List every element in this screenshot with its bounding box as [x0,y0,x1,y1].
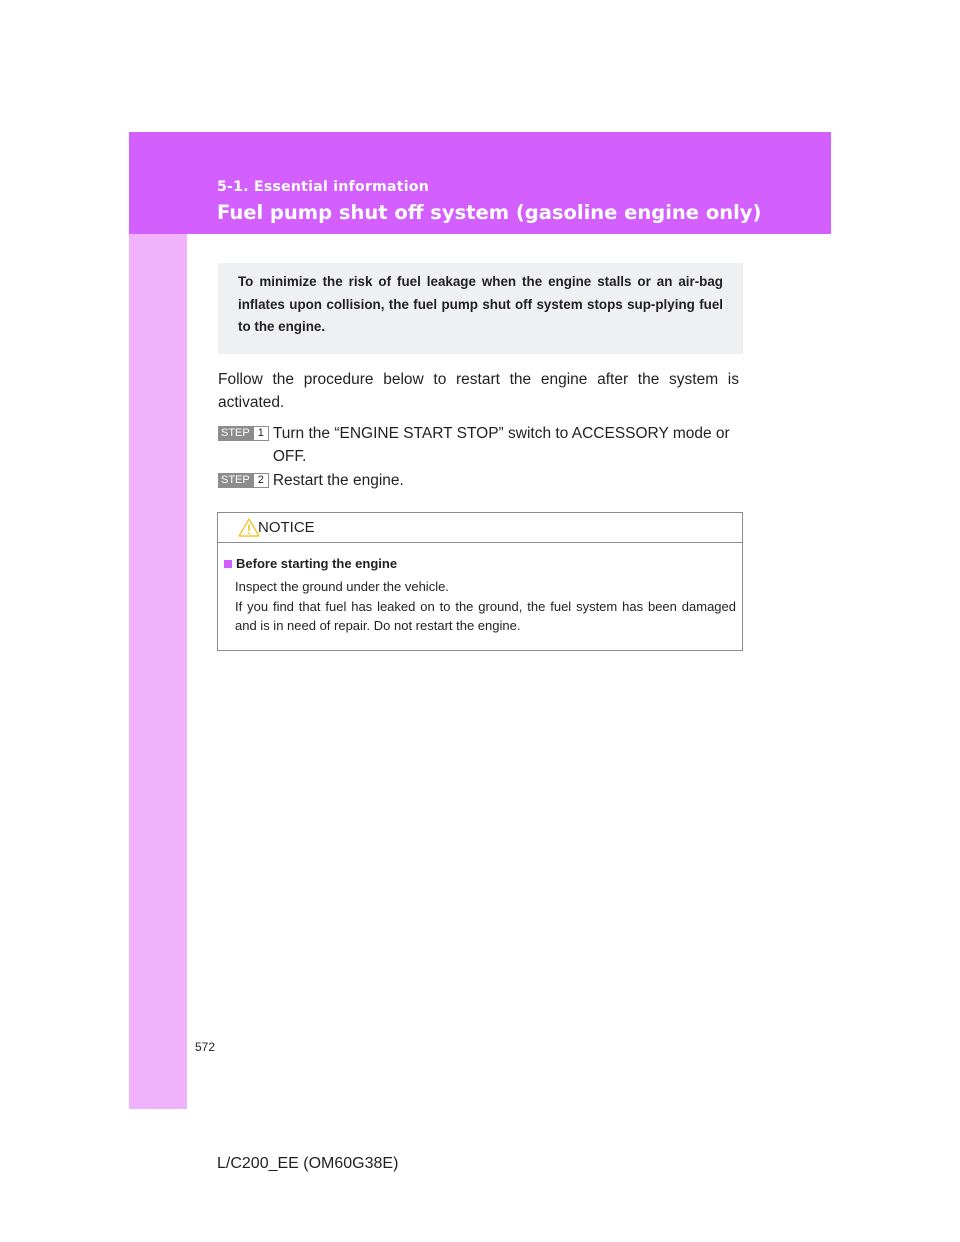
notice-text [235,577,736,636]
step-badge-number: 2 [253,473,269,488]
step-text: Turn the “ENGINE START STOP” switch to ACCESSORY mode or OFF. [272,425,730,465]
step-badge [218,473,269,488]
step-1 [218,423,740,468]
bullet-square-icon [224,560,232,568]
step-badge [218,426,269,441]
section-label: 5-1. Essential information [217,179,430,195]
sidebar-band [129,132,187,1109]
notice-subheading [224,555,736,573]
notice-box [217,512,743,651]
footer-code: L/C200_EE (OM60G38E) [217,1155,399,1172]
warning-triangle-icon [238,518,260,537]
step-badge-label: STEP [218,426,253,441]
intro-paragraph: Follow the procedure below to restart the engine after the system is activated. [218,371,739,411]
notice-text-line: If you find that fuel has leaked on to the ground, the fuel system has been damaged and is in need of repair. Do not restart the engine. [235,598,736,633]
step-badge-number: 1 [253,426,269,441]
notice-text-line: Inspect the ground under the vehicle. [235,579,449,594]
page-number: 572 [195,1040,216,1054]
page-title: Fuel pump shut off system (gasoline engine only) [217,201,762,224]
notice-subheading-text: Before starting the engine [236,556,398,571]
notice-body [218,543,742,636]
summary-box [218,263,743,354]
page-header [129,132,831,234]
step-2 [218,470,740,493]
notice-title: NOTICE [258,519,315,536]
step-text: Restart the engine. [272,472,404,489]
summary-text: To minimize the risk of fuel leakage when the engine stalls or an air-bag inflates upon collision, the fuel pump shut off system stops sup-plying fuel to the engine. [238,274,723,334]
step-badge-label: STEP [218,473,253,488]
notice-header [218,513,742,543]
